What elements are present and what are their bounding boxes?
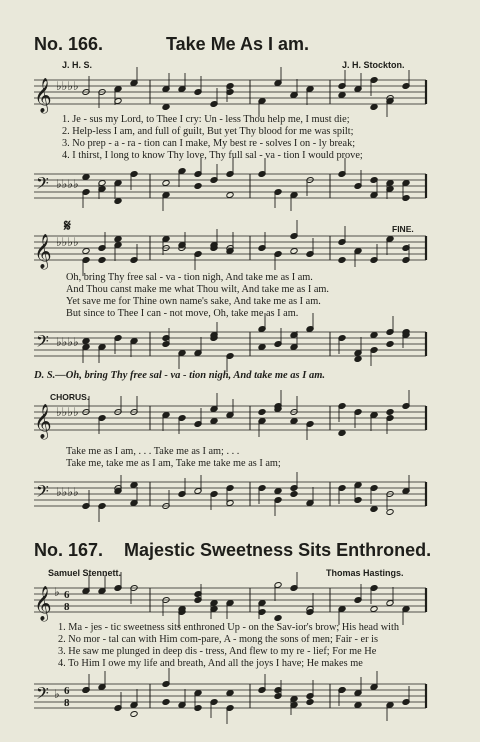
hymn-166-number: No. 166.: [34, 34, 104, 54]
hymn-166-verse-1: 1. Je - sus my Lord, to Thee I cry: Un - less Thou help me, I must die;: [62, 114, 350, 125]
svg-text:8: 8: [64, 697, 70, 709]
hymn-167-music-credit: Thomas Hastings.: [326, 568, 404, 578]
chorus-treble-staff: [0, 398, 480, 448]
hymn-166-refrain-line-4: But since to Thee I can - not move, Oh, take me as I am.: [66, 308, 299, 319]
svg-text:♭: ♭: [54, 687, 60, 701]
hymn-167-verse-4: 4. To Him I owe my life and breath, And all the joys I have; He makes me: [58, 658, 363, 669]
hymn-166-verse-2: 2. Help-less I am, and full of guilt, But yet Thy blood for me was spilt;: [62, 126, 354, 137]
svg-text:♭♭♭♭: ♭♭♭♭: [56, 177, 79, 191]
svg-text:𝄞: 𝄞: [34, 404, 52, 439]
hymn-166-music-credit: J. H. Stockton.: [342, 60, 405, 70]
svg-text:𝄢: 𝄢: [36, 481, 49, 505]
chorus-line-1: Take me as I am, . . . Take me as I am; . . .: [66, 446, 240, 457]
hymn-167-title: Majestic Sweetness Sits Enthroned.: [124, 540, 432, 560]
hymn-166-verse-3: 3. No prep - a - ra - tion can I make, My best re - solves I on - ly break;: [62, 138, 356, 149]
chorus-line-2: Take me, take me as I am, Take me take me as I am;: [66, 458, 281, 469]
svg-text:♭♭♭♭: ♭♭♭♭: [56, 485, 79, 499]
svg-text:8: 8: [64, 601, 70, 613]
svg-text:♭♭♭♭: ♭♭♭♭: [56, 335, 79, 349]
hymn-166-treble-staff-2: [0, 228, 480, 278]
hymn-166-refrain-line-1: Oh, bring Thy free sal - va - tion nigh, And take me as I am.: [66, 272, 313, 283]
svg-text:♭: ♭: [54, 585, 60, 599]
hymn-166-verse-4: 4. I thirst, I long to know Thy love, Thy full sal - va - tion I would prove;: [62, 150, 363, 161]
svg-text:𝄞: 𝄞: [34, 586, 52, 621]
hymn-166-bass-staff-2: [0, 324, 480, 368]
svg-text:♭♭♭♭: ♭♭♭♭: [56, 405, 79, 419]
dal-segno-line: D. S.—Oh, bring Thy free sal - va - tion nigh, And take me as I am.: [34, 370, 326, 381]
svg-text:𝄞: 𝄞: [34, 78, 52, 113]
svg-text:𝄢: 𝄢: [36, 173, 49, 197]
svg-text:𝄢: 𝄢: [36, 331, 49, 355]
hymn-167-verse-3: 3. He saw me plunged in deep dis - tress, And flew to my re - lief; For me He: [58, 646, 377, 657]
hymn-167-verse-2: 2. No mor - tal can with Him com-pare, A - mong the sons of men; Fair - er is: [58, 634, 378, 645]
hymn-166-bass-staff-1: [0, 166, 480, 212]
svg-text:6: 6: [64, 589, 70, 601]
hymn-167-verse-1: 1. Ma - jes - tic sweetness sits enthroned Up - on the Sav-ior's brow; His head with: [58, 622, 400, 633]
svg-text:𝄢: 𝄢: [36, 683, 49, 707]
svg-text:𝄞: 𝄞: [34, 234, 52, 269]
chorus-bass-staff: [0, 474, 480, 520]
fine-marking: FINE.: [392, 224, 414, 234]
svg-text:♭♭♭♭: ♭♭♭♭: [56, 235, 79, 249]
hymn-166-refrain-line-3: Yet save me for Thine own name's sake, And take me as I am.: [66, 296, 321, 307]
hymn-166-refrain-line-2: And Thou canst make me what Thou wilt, And take me as I am.: [66, 284, 329, 295]
svg-text:6: 6: [64, 685, 70, 697]
svg-text:♭♭♭♭: ♭♭♭♭: [56, 79, 79, 93]
hymn-166-words-credit: J. H. S.: [62, 60, 93, 70]
chorus-label: CHORUS.: [50, 392, 90, 402]
hymn-167-bass-staff: [0, 676, 480, 720]
segno-sign: 𝄋: [64, 218, 71, 235]
hymn-167-number: No. 167.: [34, 540, 104, 560]
hymn-167-words-credit: Samuel Stennett.: [48, 568, 122, 578]
hymn-166-title: Take Me As I am.: [166, 34, 310, 54]
